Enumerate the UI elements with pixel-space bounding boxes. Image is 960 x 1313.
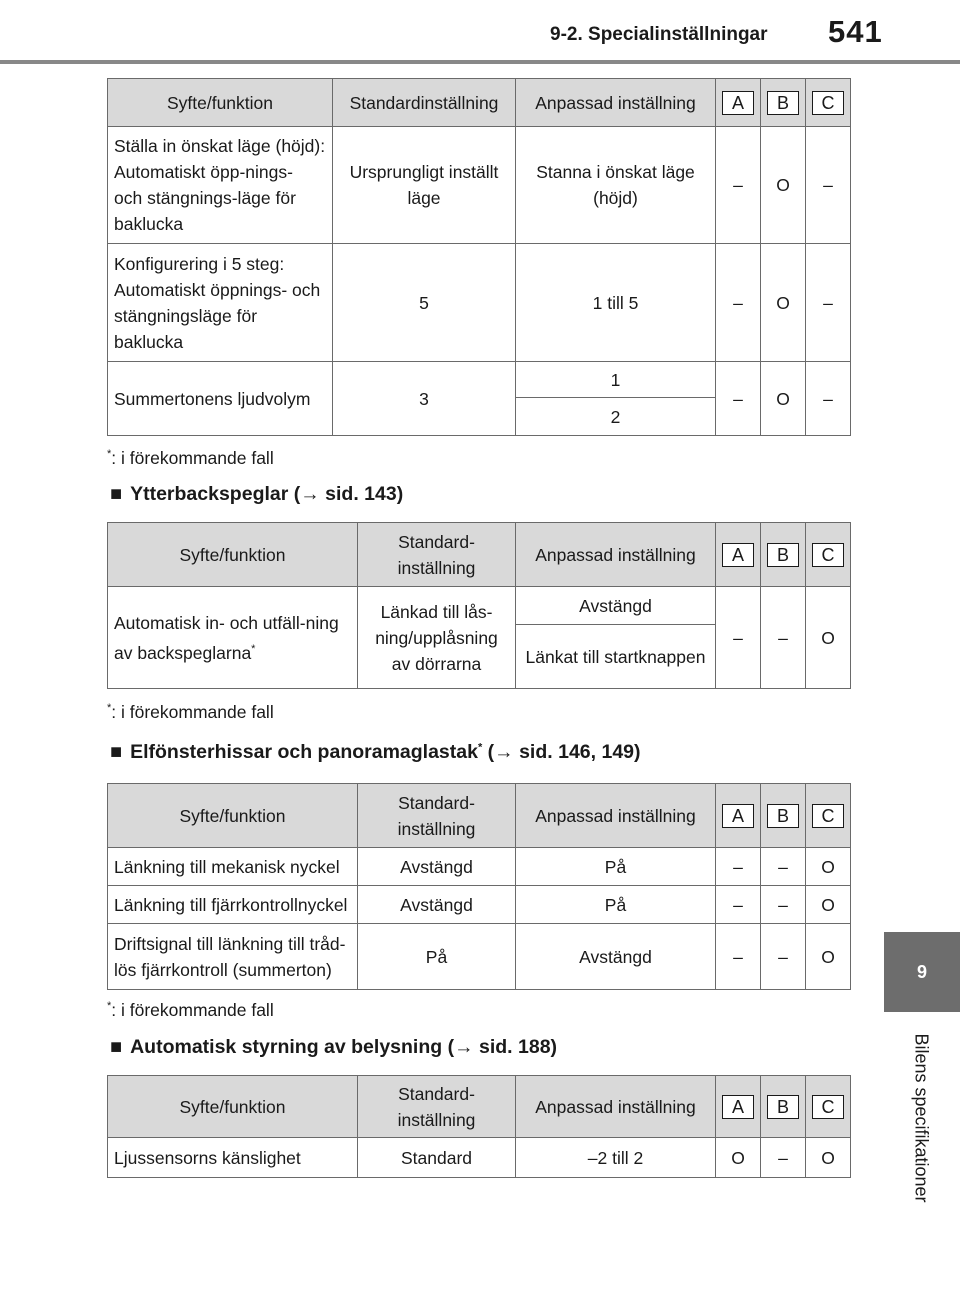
col-header-a [716, 784, 761, 848]
cell-function-text: Automatisk in- och utfäll-ning av backspeglarna [114, 612, 339, 663]
col-header-c [806, 523, 851, 587]
col-header-b [761, 523, 806, 587]
square-bullet-icon: ■ [110, 1036, 123, 1058]
cell-custom: –2 till 2 [516, 1138, 716, 1178]
table-row [108, 127, 851, 244]
chapter-tab [884, 932, 960, 1012]
table-row [108, 886, 851, 924]
section-ref: sid. 143) [319, 483, 404, 505]
abc-box-c: C [812, 543, 844, 567]
table-row [108, 362, 851, 398]
chapter-section-title: 9-2. Specialinställningar [550, 24, 768, 45]
chapter-number: 9 [916, 961, 927, 982]
cell-function [108, 587, 358, 689]
square-bullet-icon: ■ [110, 483, 123, 505]
cell-custom: Avstängd [516, 587, 716, 625]
cell-c: O [806, 848, 851, 886]
col-header-c [806, 784, 851, 848]
cell-b: O [761, 362, 806, 436]
abc-box-b: B [767, 1095, 799, 1119]
cell-custom: På [516, 886, 716, 924]
col-header-function: Syfte/funktion [108, 1076, 358, 1138]
cell-a: – [716, 587, 761, 689]
cell-default: 3 [333, 362, 516, 436]
col-header-b [761, 784, 806, 848]
section-heading-lighting [110, 1036, 557, 1059]
table-mirrors [107, 522, 851, 689]
col-header-default: Standard-inställning [358, 523, 516, 587]
cell-a: – [716, 848, 761, 886]
section-ref: sid. 146, 149) [513, 741, 641, 763]
cell-custom: 2 [516, 398, 716, 436]
abc-box-a: A [722, 804, 754, 828]
cell-custom: Stanna i önskat läge (höjd) [516, 127, 716, 244]
footnote-mark: * [107, 702, 112, 715]
cell-b: – [761, 587, 806, 689]
col-header-function: Syfte/funktion [108, 523, 358, 587]
cell-a: – [716, 244, 761, 362]
col-header-custom: Anpassad inställning [516, 784, 716, 848]
footnote [107, 702, 274, 723]
section-heading-windows [110, 741, 641, 764]
cell-c: – [806, 127, 851, 244]
cell-c: O [806, 924, 851, 990]
section-title: Automatisk styrning av belysning ( [130, 1036, 455, 1058]
chapter-label: Bilens specifikationer [911, 1033, 932, 1203]
abc-box-b: B [767, 543, 799, 567]
arrow-icon: → [300, 483, 320, 505]
cell-custom: På [516, 848, 716, 886]
section-heading-mirrors [110, 483, 403, 506]
abc-box-a: A [722, 91, 754, 115]
col-header-b [761, 79, 806, 127]
abc-box-a: A [722, 1095, 754, 1119]
table-power-tailgate [107, 78, 851, 436]
table-row [108, 244, 851, 362]
footnote-text: : i förekommande fall [111, 702, 274, 722]
table-row [108, 848, 851, 886]
abc-box-b: B [767, 91, 799, 115]
cell-default: Avstängd [358, 886, 516, 924]
cell-a: – [716, 362, 761, 436]
cell-function: Länkning till mekanisk nyckel [108, 848, 358, 886]
cell-default: 5 [333, 244, 516, 362]
cell-b: – [761, 886, 806, 924]
header-rule [0, 60, 960, 64]
table-lighting [107, 1075, 851, 1178]
arrow-icon: → [494, 741, 514, 763]
col-header-b [761, 1076, 806, 1138]
table-row [108, 1138, 851, 1178]
footnote-text: : i förekommande fall [111, 448, 274, 468]
cell-default: Ursprungligt inställt läge [333, 127, 516, 244]
col-header-default: Standard-inställning [358, 784, 516, 848]
cell-b: – [761, 1138, 806, 1178]
cell-function: Driftsignal till länkning till tråd-lös fjärrkontroll (summerton) [108, 924, 358, 990]
cell-a: – [716, 127, 761, 244]
abc-box-c: C [812, 804, 844, 828]
table-row [108, 924, 851, 990]
cell-default: Avstängd [358, 848, 516, 886]
col-header-c [806, 79, 851, 127]
cell-c: – [806, 362, 851, 436]
cell-b: O [761, 244, 806, 362]
cell-a: – [716, 886, 761, 924]
table-windows [107, 783, 851, 990]
cell-c: O [806, 1138, 851, 1178]
abc-box-c: C [812, 91, 844, 115]
cell-c: O [806, 886, 851, 924]
col-header-default: Standardinställning [333, 79, 516, 127]
cell-a: – [716, 924, 761, 990]
cell-custom: 1 till 5 [516, 244, 716, 362]
arrow-icon: → [454, 1036, 474, 1058]
footnote-mark: * [477, 741, 483, 754]
page-number: 541 [828, 14, 883, 49]
section-title: Ytterbackspeglar ( [130, 483, 301, 505]
cell-a: O [716, 1138, 761, 1178]
col-header-default: Standard-inställning [358, 1076, 516, 1138]
col-header-custom: Anpassad inställning [516, 79, 716, 127]
cell-b: – [761, 848, 806, 886]
cell-custom: Avstängd [516, 924, 716, 990]
abc-box-c: C [812, 1095, 844, 1119]
cell-default: Standard [358, 1138, 516, 1178]
col-header-function: Syfte/funktion [108, 784, 358, 848]
footnote [107, 1000, 274, 1021]
section-ref: sid. 188) [473, 1036, 558, 1058]
square-bullet-icon: ■ [110, 741, 123, 763]
col-header-a [716, 1076, 761, 1138]
table-row [108, 587, 851, 625]
cell-c: – [806, 244, 851, 362]
cell-default: Länkad till lås-ning/upplåsning av dörrarna [358, 587, 516, 689]
section-ref-open: ( [482, 741, 495, 763]
cell-b: O [761, 127, 806, 244]
footnote [107, 448, 274, 469]
cell-default: På [358, 924, 516, 990]
cell-function: Summertonens ljudvolym [108, 362, 333, 436]
abc-box-a: A [722, 543, 754, 567]
col-header-c [806, 1076, 851, 1138]
footnote-text: : i förekommande fall [111, 1000, 274, 1020]
section-title: Elfönsterhissar och panoramaglastak [130, 741, 478, 763]
cell-custom: Länkat till startknappen [516, 625, 716, 689]
cell-c: O [806, 587, 851, 689]
footnote-mark: * [251, 642, 256, 655]
cell-function: Ljussensorns känslighet [108, 1138, 358, 1178]
cell-function: Länkning till fjärrkontrollnyckel [108, 886, 358, 924]
col-header-custom: Anpassad inställning [516, 1076, 716, 1138]
footnote-mark: * [107, 1000, 112, 1013]
col-header-custom: Anpassad inställning [516, 523, 716, 587]
col-header-a [716, 523, 761, 587]
col-header-function: Syfte/funktion [108, 79, 333, 127]
cell-function: Konfigurering i 5 steg: Automatiskt öppnings- och stängningsläge för baklucka [108, 244, 333, 362]
col-header-a [716, 79, 761, 127]
footnote-mark: * [107, 448, 112, 461]
cell-b: – [761, 924, 806, 990]
cell-function: Ställa in önskat läge (höjd): Automatiskt öpp-nings- och stängnings-läge för baklucka [108, 127, 333, 244]
cell-custom: 1 [516, 362, 716, 398]
abc-box-b: B [767, 804, 799, 828]
